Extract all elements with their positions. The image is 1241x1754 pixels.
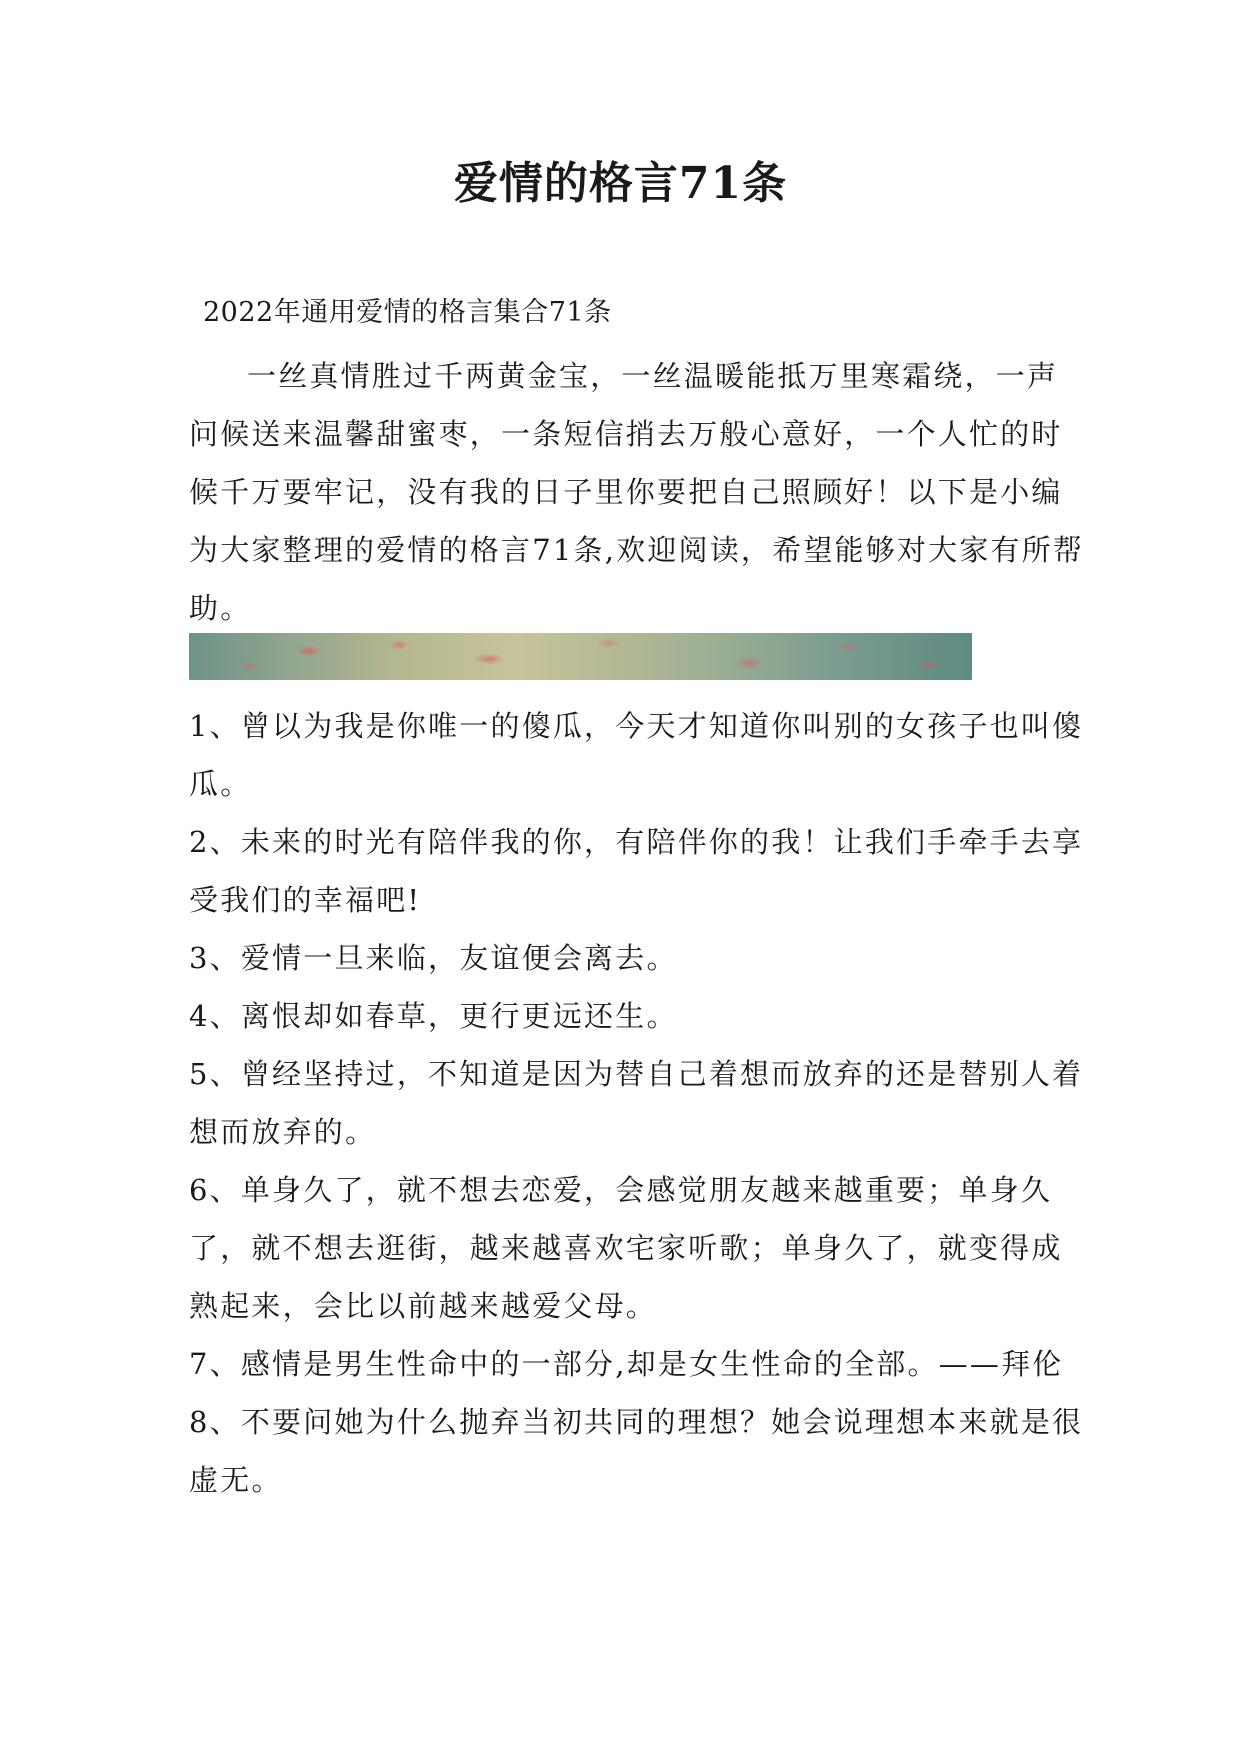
quote-item: 2、未来的时光有陪伴我的你，有陪伴你的我！让我们手牵手去享受我们的幸福吧! — [189, 825, 1084, 917]
document-subtitle: 2022年通用爱情的格言集合71条 — [203, 297, 612, 328]
quote-item: 5、曾经坚持过，不知道是因为替自己着想而放弃的还是替别人着想而放弃的。 — [189, 1057, 1084, 1149]
document-title: 爱情的格言71条 — [453, 158, 788, 209]
quote-item: 4、离恨却如春草，更行更远还生。 — [189, 999, 678, 1033]
quote-item: 6、单身久了，就不想去恋爱，会感觉朋友越来越重要；单身久了，就不想去逛街，越来越喜欢宅家听歌；单身久了，就变得成熟起来，会比以前越来越爱父母。 — [189, 1173, 1063, 1323]
quote-item: 3、爱情一旦来临，友谊便会离去。 — [189, 941, 678, 975]
quote-item: 1、曾以为我是你唯一的傻瓜，今天才知道你叫别的女孩子也叫傻瓜。 — [189, 709, 1084, 801]
quote-item: 7、感情是男生性命中的一部分,却是女生性命的全部。——拜伦 — [189, 1347, 1064, 1381]
quote-list — [189, 697, 1089, 1509]
quote-item: 8、不要问她为什么抛弃当初共同的理想？她会说理想本来就是很虚无。 — [189, 1405, 1084, 1497]
intro-paragraph: 一丝真情胜过千两黄金宝，一丝温暖能抵万里寒霜绕，一声问候送来温馨甜蜜枣，一条短信捎去万般心意好，一个人忙的时候千万要牢记，没有我的日子里你要把自己照顾好！以下是小编为大家整理的爱情的格言71条,欢迎阅读，希望能够对大家有所帮助。 — [189, 359, 1085, 625]
decorative-banner-image — [189, 633, 972, 680]
